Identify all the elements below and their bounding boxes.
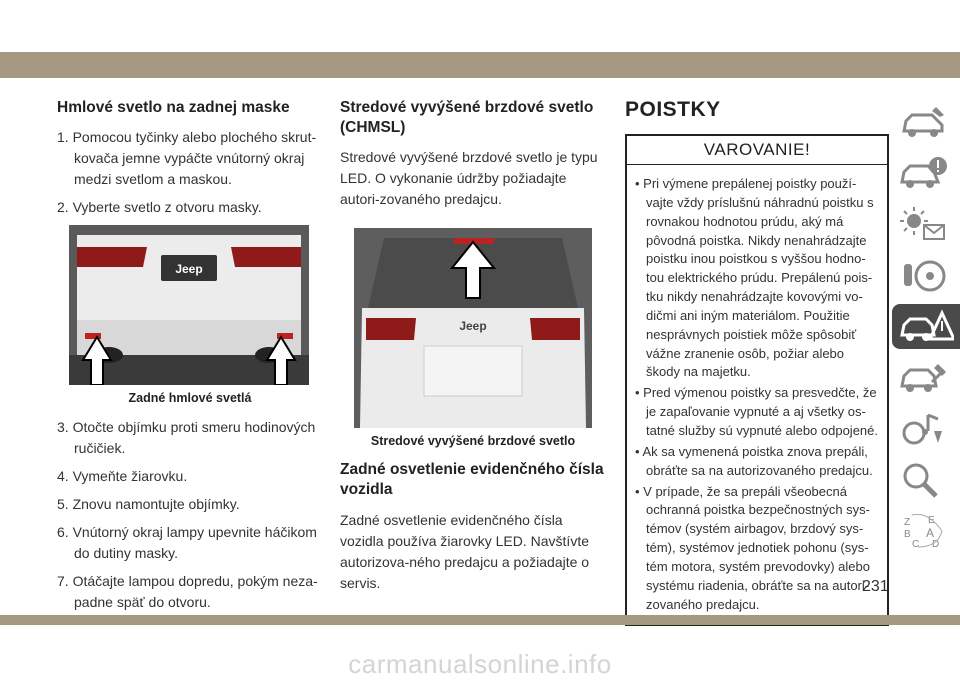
car-service-icon	[898, 358, 950, 398]
lights-message-icon	[898, 205, 950, 245]
tab-car-service[interactable]	[892, 355, 960, 400]
list-item: 3. Otočte objímku proti smeru hodinových ručičiek.	[57, 419, 316, 457]
column-brake-light	[340, 98, 606, 594]
alphabet-index-icon	[898, 511, 950, 551]
fog-lights-photo	[69, 225, 309, 385]
car-info-icon	[898, 103, 950, 143]
tab-car-info[interactable]	[892, 100, 960, 145]
index-letter: D	[932, 539, 940, 550]
tab-controls-wheel[interactable]	[892, 253, 960, 298]
section-title-chmsl: Stredové vyvýšené brzdové svetlo (CHMSL)	[340, 99, 594, 137]
tab-car-breakdown[interactable]	[892, 304, 960, 349]
car-warning-icon	[898, 154, 950, 194]
jeep-badge: Jeep	[175, 262, 203, 277]
index-letter: A	[926, 526, 935, 540]
index-letter: B	[904, 529, 911, 540]
jeep-badge: Jeep	[459, 319, 487, 334]
tab-lights-message[interactable]	[892, 202, 960, 247]
warning-list	[627, 165, 887, 624]
index-letter: C	[912, 539, 920, 550]
list-item: 4. Vymeňte žiarovku.	[57, 468, 188, 485]
list-item: 2. Vyberte svetlo z otvoru masky.	[57, 199, 262, 216]
list-item: 7. Otáčajte lampou dopredu, pokým neza-padne späť do otvoru.	[57, 573, 318, 611]
top-color-band	[0, 52, 960, 78]
list-item: • V prípade, že sa prepáli všeobecná ochranná poistka bezpečnostných sys-témov (systém airbagov, brzdový sys-tém), systémov jednotiek pohonu (sys-tém motora, systém prevodovky) alebo systému riadenia, obráťte sa na autori-zovaného predajcu.	[635, 483, 879, 615]
page-number: 231	[862, 578, 889, 595]
list-item: 6. Vnútorný okraj lampy upevnite háčikom do dutiny masky.	[57, 524, 317, 562]
figure-caption-brake: Stredové vyvýšené brzdové svetlo	[370, 434, 576, 449]
chmsl-text: Stredové vyvýšené brzdové svetlo je typu LED. O vykonanie údržby požiadajte autori-zovaného predajcu.	[340, 149, 598, 208]
brake-light-photo	[354, 228, 592, 428]
search-index-icon	[898, 460, 950, 500]
list-item: • Ak sa vymenená poistka znova prepáli, obráťte sa na autorizovaného predajcu.	[635, 443, 879, 481]
tab-alphabet-index[interactable]	[892, 508, 960, 553]
list-item: 5. Znovu namontujte objímky.	[57, 496, 240, 513]
column-fuses	[625, 98, 889, 626]
section-title-fog-light: Hmlové svetlo na zadnej maske	[57, 99, 290, 116]
chapter-sidebar	[892, 100, 960, 559]
section-title-plate-light: Zadné osvetlenie evidenčného čísla vozidla	[340, 461, 604, 499]
column-fog-light	[57, 98, 323, 620]
section-title-fuses: POISTKY	[625, 98, 721, 121]
media-nav-icon	[898, 409, 950, 449]
tab-media-nav[interactable]	[892, 406, 960, 451]
watermark: carmanualsonline.info	[348, 649, 612, 679]
list-item: 1. Pomocou tyčinky alebo plochého skrut-kovača jemne vypáčte vnútorný okraj medzi svetlom a maskou.	[57, 129, 317, 188]
controls-wheel-icon	[898, 256, 950, 296]
tab-search-index[interactable]	[892, 457, 960, 502]
tab-car-warning[interactable]	[892, 151, 960, 196]
warning-title: VAROVANIE!	[627, 136, 887, 165]
list-item: • Pred výmenou poistky sa presvedčte, že je zapaľovanie vypnuté a aj všetky os-tatné služby sú vypnuté alebo odpojené.	[635, 384, 879, 441]
warning-box	[625, 134, 889, 626]
steps-list-a	[57, 127, 323, 218]
plate-light-text: Zadné osvetlenie evidenčného čísla vozidla používa žiarovky LED. Navštívte autorizova-ného predajcu a požiadajte o servis.	[340, 511, 590, 591]
steps-list-b	[57, 417, 323, 613]
list-item: • Pri výmene prepálenej poistky použí-vajte vždy príslušnú náhradnú poistku s rovnakou hodnotou prúdu, aký má pôvodná poistka. Nikdy nenahrádzajte poistku inou poistkou s vyššou hodno-tou elektrického prúdu. Prepálenú pois-tku nikdy nenahrádzajte kovovými vo-dičmi ani iným materiálom. Použitie nesprávnych poistiek môže spôsobiť vážne zranenie osôb, požiar alebo škody na majetku.	[635, 175, 879, 382]
car-breakdown-icon	[898, 307, 954, 347]
bottom-color-band	[0, 615, 960, 625]
index-letter: E	[928, 515, 935, 526]
index-letter: Z	[904, 517, 911, 528]
figure-caption-fog: Zadné hmlové svetlá	[128, 391, 252, 406]
